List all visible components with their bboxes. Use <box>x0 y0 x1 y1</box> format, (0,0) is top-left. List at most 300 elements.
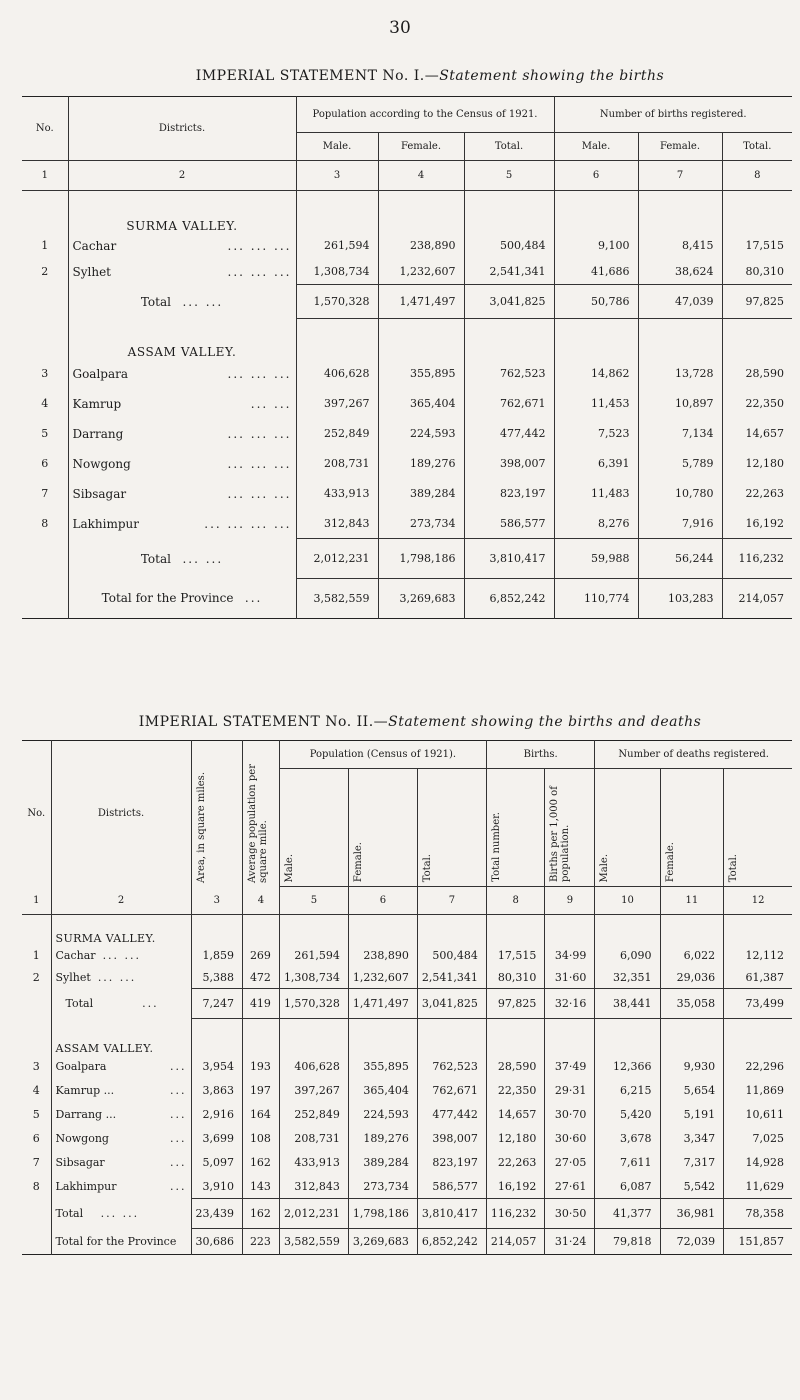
district-cell <box>51 1079 191 1103</box>
leader-dots: ... <box>142 997 159 1010</box>
pop-female-cell: 3,269,683 <box>348 1229 417 1255</box>
pop-female-header: Female. <box>378 133 464 161</box>
col-number: 11 <box>660 887 724 915</box>
births-number-cell: 22,350 <box>486 1079 545 1103</box>
births-number-cell: 17,515 <box>486 945 545 967</box>
births-male-cell: 6,391 <box>554 449 638 479</box>
row-no: 6 <box>22 449 68 479</box>
district-cell <box>68 449 296 479</box>
pop-female-cell: 1,471,497 <box>378 285 464 319</box>
density-cell: 419 <box>243 989 280 1019</box>
deaths-total-cell: 78,358 <box>724 1199 792 1229</box>
births-total-cell: 22,350 <box>745 397 784 410</box>
table-row <box>22 1151 792 1175</box>
births-number-cell: 22,263 <box>486 1151 545 1175</box>
statement-2-table <box>22 740 792 1255</box>
table-row <box>22 1175 792 1199</box>
births-number-cell: 28,590 <box>486 1055 545 1079</box>
row-no: 2 <box>22 259 68 285</box>
density-cell: 164 <box>243 1103 280 1127</box>
district-cell <box>51 1127 191 1151</box>
district-name: Nowgong <box>72 456 131 471</box>
pop-female-cell: 1,232,607 <box>348 967 417 989</box>
deaths-total-header: Total. <box>728 853 740 882</box>
pop-male-cell: 261,594 <box>279 945 348 967</box>
deaths-female-cell: 7,317 <box>660 1151 724 1175</box>
births-rate-cell: 31·60 <box>545 967 595 989</box>
leader-dots: ... <box>170 1060 187 1073</box>
births-number-cell: 97,825 <box>486 989 545 1019</box>
births-female-cell: 7,916 <box>638 509 722 539</box>
pop-total-cell: 823,197 <box>417 1151 486 1175</box>
col-number: 12 <box>724 887 792 915</box>
leader-dots: ... <box>170 1132 187 1145</box>
pop-female-cell: 3,269,683 <box>378 579 464 619</box>
pop-female-cell: 389,284 <box>378 479 464 509</box>
deaths-female-cell: 72,039 <box>660 1229 724 1255</box>
col-number: 9 <box>545 887 595 915</box>
births-total-cell: 80,310 <box>722 259 792 285</box>
births-total-cell: 22,263 <box>745 487 784 500</box>
births-number-cell: 80,310 <box>486 967 545 989</box>
births-total-cell: 17,515 <box>745 239 784 252</box>
deaths-male-cell: 7,611 <box>595 1151 660 1175</box>
col-number: 4 <box>243 887 280 915</box>
total-label-cell <box>68 539 296 579</box>
leader-dots: ... ... ... <box>227 238 292 253</box>
deaths-male-cell: 41,377 <box>595 1199 660 1229</box>
table-row <box>22 509 792 539</box>
col-number: 3 <box>296 161 378 191</box>
pop-total-cell: 762,523 <box>417 1055 486 1079</box>
pop-total-cell: 6,852,242 <box>464 579 554 619</box>
district-cell <box>51 1151 191 1175</box>
pop-total-cell: 586,577 <box>417 1175 486 1199</box>
statement-1-title-italic: Statement showing the births <box>439 68 665 84</box>
district-name: Sibsagar <box>72 486 127 501</box>
area-cell: 5,097 <box>191 1151 243 1175</box>
area-cell: 2,916 <box>191 1103 243 1127</box>
births-female-header: Female. <box>638 133 722 161</box>
pop-total-cell: 3,810,417 <box>417 1199 486 1229</box>
row-no: 5 <box>22 1103 51 1127</box>
pop-female-cell: 238,890 <box>348 945 417 967</box>
births-number-cell: 116,232 <box>486 1199 545 1229</box>
district-name: Sibsagar <box>55 1156 105 1169</box>
births-number-cell: 12,180 <box>486 1127 545 1151</box>
province-total-label-cell <box>51 1229 191 1255</box>
deaths-female-cell: 5,542 <box>660 1175 724 1199</box>
pop-male-header: Male. <box>296 133 378 161</box>
births-male-cell: 9,100 <box>554 233 638 259</box>
district-name: Cachar <box>72 238 117 253</box>
pop-total-cell: 3,041,825 <box>464 285 554 319</box>
deaths-female-header: Female. <box>664 841 676 882</box>
total-label: Total <box>140 294 171 309</box>
births-female-cell: 10,780 <box>638 479 722 509</box>
area-cell: 7,247 <box>191 989 243 1019</box>
pop-total-header: Total. <box>464 133 554 161</box>
pop-total-header: Total. <box>421 853 433 882</box>
province-total-label: Total for the Province <box>101 591 234 606</box>
col-number: 4 <box>378 161 464 191</box>
province-total-row <box>22 579 792 619</box>
births-group-header: Births. <box>486 741 595 769</box>
births-male-cell: 11,453 <box>554 389 638 419</box>
pop-female-cell: 389,284 <box>348 1151 417 1175</box>
pop-female-cell: 355,895 <box>348 1055 417 1079</box>
births-female-cell: 103,283 <box>638 579 722 619</box>
table-row <box>22 359 792 389</box>
area-cell: 3,699 <box>191 1127 243 1151</box>
row-no: 3 <box>22 359 68 389</box>
area-cell: 1,859 <box>191 945 243 967</box>
total-row <box>22 989 792 1019</box>
col-no-header: No. <box>22 741 51 887</box>
deaths-total-cell: 7,025 <box>752 1132 784 1145</box>
district-name: Goalpara <box>55 1060 107 1073</box>
section-title-assam: ASSAM VALLEY. <box>68 319 296 359</box>
table-row <box>22 479 792 509</box>
statement-2-title-italic: Statement showing the births and deaths <box>388 714 702 730</box>
district-name: Lakhimpur <box>55 1180 117 1193</box>
births-male-cell: 8,276 <box>554 509 638 539</box>
total-row <box>22 1199 792 1229</box>
area-cell: 5,388 <box>191 967 243 989</box>
births-total-number-header: Total number. <box>490 812 502 882</box>
deaths-total-cell: 22,296 <box>745 1060 784 1073</box>
pop-total-cell: 586,577 <box>464 509 554 539</box>
births-rate-cell: 29·31 <box>545 1079 595 1103</box>
deaths-total-cell: 14,928 <box>745 1156 784 1169</box>
pop-female-cell: 1,798,186 <box>348 1199 417 1229</box>
row-no: 1 <box>22 945 51 967</box>
leader-dots: ... ... ... <box>227 264 292 279</box>
deaths-total-cell: 10,611 <box>745 1108 784 1121</box>
density-cell: 162 <box>243 1151 280 1175</box>
area-cell: 3,863 <box>191 1079 243 1103</box>
statement-2-title-main: IMPERIAL STATEMENT No. II.— <box>138 714 389 730</box>
pop-male-header: Male. <box>283 853 295 882</box>
table-row <box>22 967 792 989</box>
pop-total-cell: 762,671 <box>464 389 554 419</box>
section-title-assam: ASSAM VALLEY. <box>51 1019 191 1055</box>
row-no: 7 <box>22 1151 51 1175</box>
pop-female-cell: 224,593 <box>348 1103 417 1127</box>
leader-dots: ... ... ... <box>227 426 292 441</box>
district-name: Kamrup ... <box>55 1084 115 1097</box>
deaths-male-cell: 12,366 <box>595 1055 660 1079</box>
district-cell <box>68 419 296 449</box>
statement-1-title-main: IMPERIAL STATEMENT No. I.— <box>195 68 440 84</box>
leader-dots: ... ... <box>97 971 137 984</box>
deaths-male-cell: 79,818 <box>595 1229 660 1255</box>
births-male-cell: 59,988 <box>554 539 638 579</box>
deaths-male-cell: 6,215 <box>595 1079 660 1103</box>
section-title-surma: SURMA VALLEY. <box>51 915 191 945</box>
district-cell <box>68 479 296 509</box>
statement-1-table <box>22 96 792 619</box>
table-row <box>22 1127 792 1151</box>
pop-female-cell: 238,890 <box>378 233 464 259</box>
district-name: Lakhimpur <box>72 516 139 531</box>
pop-total-cell: 500,484 <box>417 945 486 967</box>
births-male-cell: 50,786 <box>554 285 638 319</box>
district-cell <box>51 945 191 967</box>
deaths-female-cell: 6,022 <box>660 945 724 967</box>
leader-dots: ... ... <box>182 294 224 309</box>
statement-2-title <box>40 714 800 730</box>
col-number: 6 <box>554 161 638 191</box>
deaths-male-cell: 38,441 <box>595 989 660 1019</box>
province-total-row <box>22 1229 792 1255</box>
leader-dots: ... ... <box>182 551 224 566</box>
pop-total-cell: 3,041,825 <box>417 989 486 1019</box>
district-name: Goalpara <box>72 366 129 381</box>
births-female-cell: 7,134 <box>638 419 722 449</box>
total-label-cell <box>51 989 191 1019</box>
pop-total-cell: 2,541,341 <box>417 967 486 989</box>
pop-female-cell: 1,798,186 <box>378 539 464 579</box>
deaths-group-header: Number of deaths registered. <box>595 741 792 769</box>
district-cell <box>68 233 296 259</box>
row-no: 4 <box>22 1079 51 1103</box>
density-cell: 193 <box>243 1055 280 1079</box>
pop-male-cell: 1,570,328 <box>279 989 348 1019</box>
pop-female-cell: 189,276 <box>348 1127 417 1151</box>
pop-male-cell: 1,308,734 <box>296 259 378 285</box>
pop-total-cell: 398,007 <box>464 449 554 479</box>
pop-female-cell: 365,404 <box>378 389 464 419</box>
pop-male-cell: 208,731 <box>279 1127 348 1151</box>
deaths-male-cell: 5,420 <box>595 1103 660 1127</box>
pop-female-header: Female. <box>352 841 364 882</box>
deaths-total-cell: 73,499 <box>724 989 792 1019</box>
col-no-header: No. <box>22 97 68 161</box>
total-row <box>22 539 792 579</box>
population-group-header: Population (Census of 1921). <box>279 741 486 769</box>
pop-male-cell: 2,012,231 <box>279 1199 348 1229</box>
district-cell <box>68 509 296 539</box>
deaths-female-cell: 9,930 <box>660 1055 724 1079</box>
district-cell <box>51 967 191 989</box>
births-total-cell: 12,180 <box>745 457 784 470</box>
district-cell <box>68 259 296 285</box>
leader-dots: ... ... ... <box>227 456 292 471</box>
deaths-total-cell: 151,857 <box>738 1235 784 1248</box>
density-cell: 269 <box>243 945 280 967</box>
table-row <box>22 1103 792 1127</box>
births-male-cell: 110,774 <box>554 579 638 619</box>
births-rate-cell: 30·50 <box>545 1199 595 1229</box>
pop-total-cell: 823,197 <box>464 479 554 509</box>
col-number: 5 <box>279 887 348 915</box>
deaths-female-cell: 5,191 <box>660 1103 724 1127</box>
col-number: 7 <box>638 161 722 191</box>
leader-dots: ... ... ... <box>227 366 292 381</box>
row-no: 7 <box>22 479 68 509</box>
row-no: 3 <box>22 1055 51 1079</box>
births-female-cell: 56,244 <box>638 539 722 579</box>
table-row <box>22 945 792 967</box>
row-no: 1 <box>22 233 68 259</box>
col-number: 2 <box>51 887 191 915</box>
leader-dots: ... <box>244 591 263 606</box>
total-label: Total <box>55 1207 84 1220</box>
births-total-cell: 116,232 <box>722 539 792 579</box>
leader-dots: ... ... ... ... <box>204 516 292 531</box>
deaths-male-cell: 3,678 <box>595 1127 660 1151</box>
row-no: 5 <box>22 419 68 449</box>
pop-female-cell: 273,734 <box>348 1175 417 1199</box>
col-number: 6 <box>348 887 417 915</box>
row-no: 8 <box>22 1175 51 1199</box>
births-male-header: Male. <box>554 133 638 161</box>
total-label-cell <box>68 285 296 319</box>
col-number: 10 <box>595 887 660 915</box>
pop-total-cell: 6,852,242 <box>417 1229 486 1255</box>
leader-dots: ... ... <box>250 396 292 411</box>
area-cell: 3,954 <box>191 1055 243 1079</box>
deaths-total-cell: 12,112 <box>745 949 784 962</box>
deaths-female-cell: 5,654 <box>660 1079 724 1103</box>
pop-male-cell: 3,582,559 <box>279 1229 348 1255</box>
density-cell: 472 <box>243 967 280 989</box>
pop-male-cell: 3,582,559 <box>296 579 378 619</box>
district-name: Darrang ... <box>55 1108 117 1121</box>
density-cell: 162 <box>243 1199 280 1229</box>
pop-female-cell: 189,276 <box>378 449 464 479</box>
pop-male-cell: 1,308,734 <box>279 967 348 989</box>
births-male-cell: 7,523 <box>554 419 638 449</box>
deaths-total-cell: 11,869 <box>745 1084 784 1097</box>
pop-male-cell: 397,267 <box>296 389 378 419</box>
statement-1-title <box>60 68 800 84</box>
table-row <box>22 1055 792 1079</box>
col-number: 5 <box>464 161 554 191</box>
area-header: Area, in square miles. <box>195 771 207 883</box>
pop-male-cell: 433,913 <box>279 1151 348 1175</box>
births-total-header: Total. <box>722 133 792 161</box>
density-cell: 223 <box>243 1229 280 1255</box>
col-districts-header: Districts. <box>51 741 191 887</box>
table-row <box>22 419 792 449</box>
row-no: 8 <box>22 509 68 539</box>
deaths-female-cell: 36,981 <box>660 1199 724 1229</box>
area-cell: 3,910 <box>191 1175 243 1199</box>
leader-dots: ... ... ... <box>227 486 292 501</box>
population-group-header: Population according to the Census of 1921. <box>296 97 554 133</box>
pop-total-cell: 477,442 <box>464 419 554 449</box>
births-number-cell: 14,657 <box>486 1103 545 1127</box>
area-cell: 23,439 <box>191 1199 243 1229</box>
births-rate-cell: 30·60 <box>545 1127 595 1151</box>
births-female-cell: 38,624 <box>638 259 722 285</box>
births-rate-cell: 27·05 <box>545 1151 595 1175</box>
district-cell <box>51 1103 191 1127</box>
births-male-cell: 14,862 <box>554 359 638 389</box>
births-total-cell: 28,590 <box>745 367 784 380</box>
section-title-surma: SURMA VALLEY. <box>68 191 296 233</box>
leader-dots: ... <box>170 1108 187 1121</box>
col-number: 3 <box>191 887 243 915</box>
leader-dots: ... <box>170 1084 187 1097</box>
total-label: Total <box>140 551 171 566</box>
pop-female-cell: 365,404 <box>348 1079 417 1103</box>
district-name: Darrang <box>72 426 124 441</box>
province-total-label: Total for the Province <box>55 1234 177 1248</box>
district-cell <box>51 1055 191 1079</box>
province-total-label-cell <box>68 579 296 619</box>
deaths-female-cell: 3,347 <box>660 1127 724 1151</box>
leader-dots: ... ... <box>102 949 142 962</box>
pop-male-cell: 406,628 <box>296 359 378 389</box>
births-female-cell: 47,039 <box>638 285 722 319</box>
pop-total-cell: 3,810,417 <box>464 539 554 579</box>
pop-male-cell: 1,570,328 <box>296 285 378 319</box>
row-no: 2 <box>22 967 51 989</box>
col-number: 7 <box>417 887 486 915</box>
deaths-male-cell: 6,087 <box>595 1175 660 1199</box>
table-row <box>22 449 792 479</box>
pop-male-cell: 433,913 <box>296 479 378 509</box>
area-cell: 30,686 <box>191 1229 243 1255</box>
total-label-cell <box>51 1199 191 1229</box>
pop-male-cell: 261,594 <box>296 233 378 259</box>
births-number-cell: 214,057 <box>486 1229 545 1255</box>
births-total-cell: 16,192 <box>722 509 792 539</box>
district-name: Sylhet <box>72 264 111 279</box>
district-cell <box>68 389 296 419</box>
births-female-cell: 8,415 <box>638 233 722 259</box>
col-number: 8 <box>486 887 545 915</box>
district-cell <box>51 1175 191 1199</box>
births-female-cell: 5,789 <box>638 449 722 479</box>
births-male-cell: 41,686 <box>554 259 638 285</box>
leader-dots: ... <box>170 1156 187 1169</box>
col-number: 1 <box>22 161 68 191</box>
district-name: Kamrup <box>72 396 122 411</box>
births-total-cell: 214,057 <box>738 592 784 605</box>
births-total-cell: 14,657 <box>745 427 784 440</box>
col-number: 8 <box>722 161 792 191</box>
pop-total-cell: 398,007 <box>417 1127 486 1151</box>
table-row <box>22 233 792 259</box>
pop-total-cell: 762,671 <box>417 1079 486 1103</box>
district-name: Sylhet <box>55 971 91 984</box>
pop-male-cell: 208,731 <box>296 449 378 479</box>
pop-female-cell: 1,232,607 <box>378 259 464 285</box>
pop-male-cell: 252,849 <box>279 1103 348 1127</box>
total-label: Total <box>65 997 94 1010</box>
deaths-total-cell: 11,629 <box>724 1175 792 1199</box>
pop-total-cell: 762,523 <box>464 359 554 389</box>
leader-dots: ... ... <box>100 1207 140 1220</box>
births-male-cell: 11,483 <box>554 479 638 509</box>
deaths-male-header: Male. <box>599 853 611 882</box>
density-cell: 143 <box>243 1175 280 1199</box>
col-number: 2 <box>68 161 296 191</box>
district-cell <box>68 359 296 389</box>
pop-male-cell: 406,628 <box>279 1055 348 1079</box>
district-name: Nowgong <box>55 1132 109 1145</box>
births-female-cell: 13,728 <box>638 359 722 389</box>
deaths-female-cell: 35,058 <box>660 989 724 1019</box>
deaths-male-cell: 6,090 <box>595 945 660 967</box>
pop-female-cell: 355,895 <box>378 359 464 389</box>
births-per-1000-header: Births per 1,000 of population. <box>549 786 572 882</box>
births-rate-cell: 32·16 <box>545 989 595 1019</box>
